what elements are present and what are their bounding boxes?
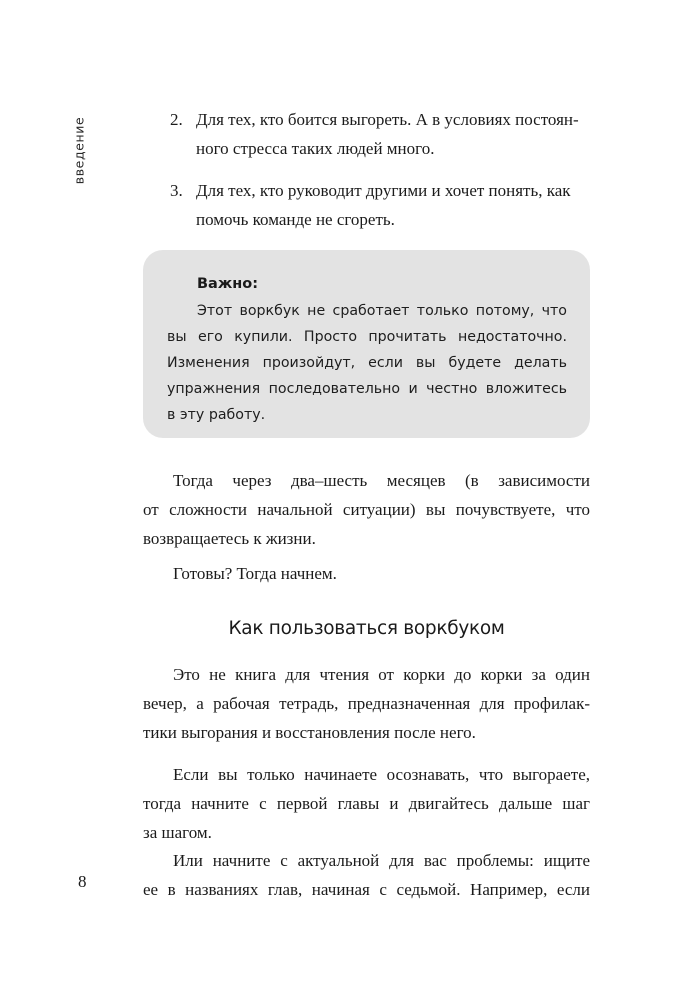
paragraph-line: вечер, а рабочая тетрадь, предназначенная для профилак- xyxy=(143,694,590,713)
paragraph xyxy=(143,760,590,847)
important-callout xyxy=(143,250,590,438)
paragraph xyxy=(143,660,590,747)
paragraph-line: от сложности начальной ситуации) вы почувствуете, что xyxy=(143,500,590,519)
paragraph xyxy=(143,559,590,588)
numbered-list xyxy=(170,105,600,247)
page-number: 8 xyxy=(78,872,87,891)
paragraph-line: Готовы? Тогда начнем. xyxy=(173,564,337,583)
callout-line: упражнения последовательно и честно вложитесь xyxy=(167,381,567,397)
list-item-number: 3. xyxy=(170,181,183,200)
list-item-line: ного стресса таких людей много. xyxy=(196,139,435,158)
callout-line: в эту работу. xyxy=(167,407,266,423)
callout-title: Важно: xyxy=(197,276,259,292)
paragraph-line: тогда начните с первой главы и двигайтесь дальше шаг xyxy=(143,794,590,813)
section-heading: Как пользоваться воркбуком xyxy=(228,618,505,639)
paragraph-line: ее в названиях глав, начиная с седьмой. Например, если xyxy=(143,880,590,899)
running-head xyxy=(66,106,92,194)
list-item-line: помочь команде не сгореть. xyxy=(196,210,395,229)
paragraph xyxy=(143,846,590,904)
paragraph xyxy=(143,466,590,553)
paragraph-line: возвращаетесь к жизни. xyxy=(143,529,316,548)
paragraph-line: Это не книга для чтения от корки до корки за один xyxy=(173,665,590,684)
list-item-number: 2. xyxy=(170,110,183,129)
running-head-text: введение xyxy=(71,116,87,184)
callout-line: вы его купили. Просто прочитать недостаточно. xyxy=(167,329,567,345)
list-item-line: Для тех, кто руководит другими и хочет понять, как xyxy=(196,181,571,200)
paragraph-line: тики выгорания и восстановления после него. xyxy=(143,723,476,742)
paragraph-line: за шагом. xyxy=(143,823,212,842)
list-item-line: Для тех, кто боится выгореть. А в условиях постоян- xyxy=(196,110,579,129)
callout-body xyxy=(167,298,567,428)
list-item xyxy=(170,105,600,163)
callout-line: Изменения произойдут, если вы будете делать xyxy=(167,355,567,371)
list-item xyxy=(170,176,600,234)
paragraph-line: Тогда через два–шесть месяцев (в зависимости xyxy=(173,471,590,490)
paragraph-line: Если вы только начинаете осознавать, что выгораете, xyxy=(173,765,590,784)
paragraph-line: Или начните с актуальной для вас проблемы: ищите xyxy=(173,851,590,870)
callout-line: Этот воркбук не сработает только потому, что xyxy=(197,303,567,319)
